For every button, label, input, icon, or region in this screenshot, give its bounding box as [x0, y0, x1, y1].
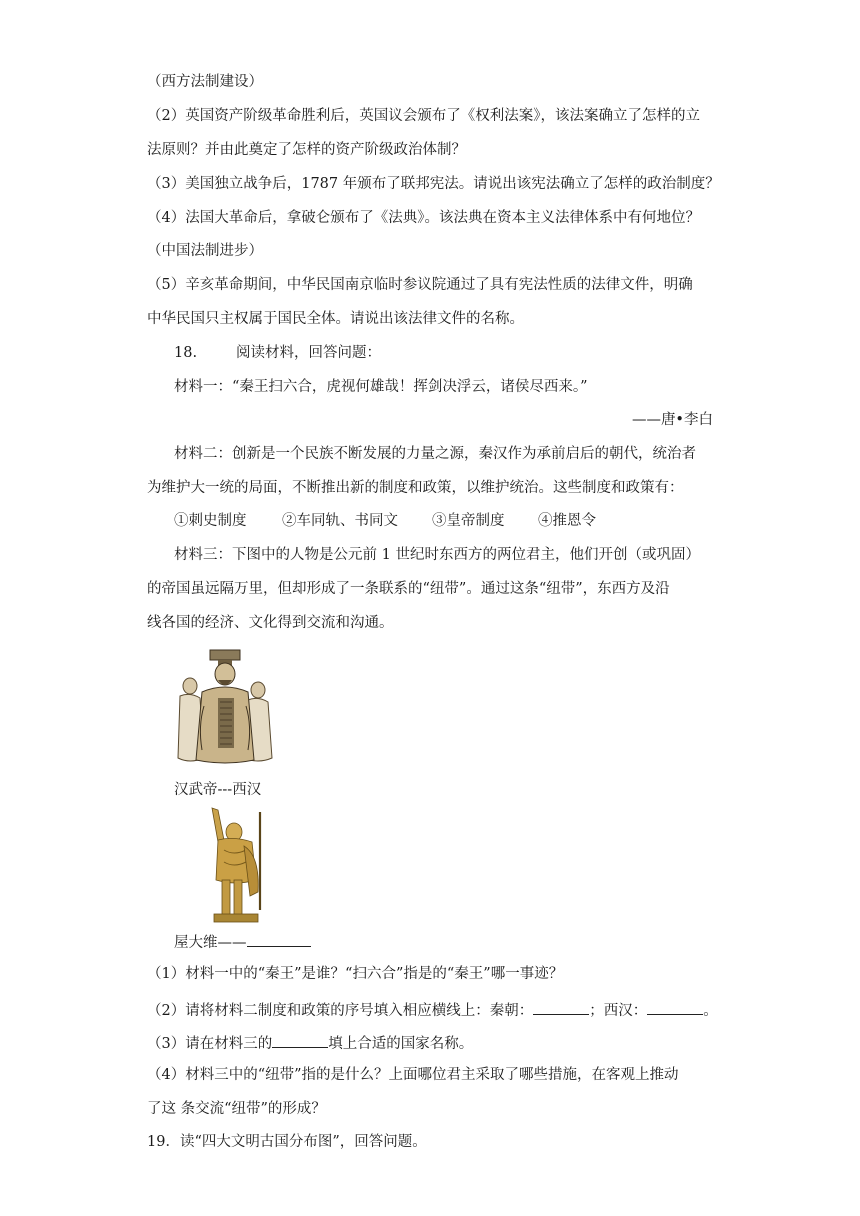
material-2-line-2: 为维护大一统的局面，不断推出新的制度和政策，以维护统治。这些制度和政策有：	[147, 480, 684, 496]
western-han-answer-blank[interactable]	[647, 998, 703, 1015]
octavian-statue-image	[198, 806, 272, 924]
material-3-blank[interactable]	[272, 1031, 328, 1048]
material-3-line-3: 线各国的经济、文化得到交流和沟通。	[147, 615, 394, 631]
material-3-line-2: 的帝国虽远隔万里，但却形成了一条联系的“纽带”。通过这条“纽带”，东西方及沿	[147, 581, 670, 597]
china-law-header: （中国法制进步）	[147, 243, 263, 259]
sub-question-1: （1）材料一中的“秦王”是谁？“扫六合”指是的“秦王”哪一事迹？	[147, 966, 564, 982]
octavian-caption	[174, 930, 311, 953]
material-3-line-1: 材料三：下图中的人物是公元前 1 世纪时东西方的两位君主，他们开创（或巩固）	[174, 547, 700, 563]
question-4: （4）法国大革命后，拿破仑颁布了《法典》。该法典在资本主义法律体系中有何地位？	[147, 210, 700, 226]
question-3: （3）美国独立战争后，1787 年颁布了联邦宪法。请说出该宪法确立了怎样的政治制度？	[147, 176, 720, 192]
sub-question-3-text-b: 填上合适的国家名称。	[328, 1036, 474, 1052]
question-5-line-2: 中华民国只主权属于国民全体。请说出该法律文件的名称。	[147, 311, 524, 327]
question-18-title: 阅读材料，回答问题：	[236, 345, 381, 361]
han-wudi-image	[174, 646, 274, 766]
sub-question-2-text-c: 。	[703, 1003, 718, 1019]
question-18-number: 18.	[174, 345, 198, 361]
sub-question-2-text-b: ；西汉：	[589, 1003, 648, 1019]
qin-answer-blank[interactable]	[533, 998, 589, 1015]
material-2-item-3: ③皇帝制度	[432, 513, 505, 529]
sub-question-3-text-a: （3）请在材料三的	[147, 1036, 273, 1052]
material-2-line-1: 材料二：创新是一个民族不断发展的力量之源，秦汉作为承前启后的朝代，统治者	[174, 446, 696, 462]
question-2-line-1: （2）英国资产阶级革命胜利后，英国议会颁布了《权利法案》，该法案确立了怎样的立	[147, 108, 700, 124]
octavian-caption-text: 屋大维——	[174, 935, 247, 951]
question-2-line-2: 法原则？并由此奠定了怎样的资产阶级政治体制？	[147, 142, 466, 158]
material-1-source: ——唐•李白	[631, 412, 713, 428]
han-wudi-caption: 汉武帝---西汉	[174, 782, 262, 798]
sub-question-3	[147, 1031, 473, 1054]
material-2-item-2: ②车同轨、书同文	[282, 513, 398, 529]
material-1: 材料一：“秦王扫六合，虎视何雄哉！挥剑决浮云，诸侯尽西来。”	[174, 379, 588, 395]
material-2-item-4: ④推恩令	[538, 513, 596, 529]
sub-question-4-line-2: 了这 条交流“纽带”的形成？	[147, 1101, 326, 1117]
sub-question-4-line-1: （4）材料三中的“纽带”指的是什么？上面哪位君主采取了哪些措施，在客观上推动	[147, 1067, 679, 1083]
material-2-item-1: ①刺史制度	[174, 513, 247, 529]
sub-question-2	[147, 998, 718, 1021]
question-19: 19．读“四大文明古国分布图”，回答问题。	[147, 1134, 427, 1150]
western-law-header: （西方法制建设）	[147, 74, 263, 90]
question-5-line-1: （5）辛亥革命期间，中华民国南京临时参议院通过了具有宪法性质的法律文件，明确	[147, 277, 693, 293]
octavian-country-blank[interactable]	[247, 930, 311, 947]
sub-question-2-text-a: （2）请将材料二制度和政策的序号填入相应横线上：秦朝：	[147, 1003, 534, 1019]
